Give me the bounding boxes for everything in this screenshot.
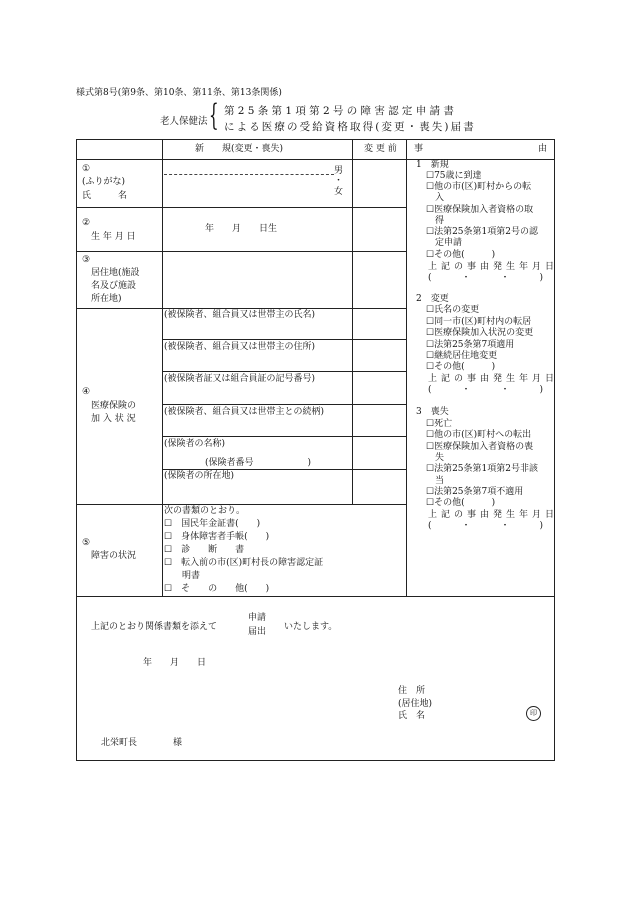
reason-date-label: 上記の事由発生年月日	[428, 374, 559, 384]
reason-item[interactable]: ☐他の市(区)町村からの転	[426, 182, 532, 192]
reason-item[interactable]: ☐法第25条第1項第2号の認	[426, 227, 538, 237]
ins-sub-1: (被保険者、組合員又は世帯主の氏名)	[164, 310, 316, 320]
birth-label: 生 年 月 日	[91, 232, 136, 242]
birth-value: 年 月 日生	[205, 224, 278, 234]
sex-male: 男	[334, 166, 344, 176]
furigana-label: (ふりがな)	[82, 177, 126, 187]
reason-date-label: 上記の事由発生年月日	[428, 262, 559, 272]
reason-date-value: ( ・ ・ )	[428, 385, 548, 395]
law-name: 老人保健法	[160, 116, 208, 127]
reason-section-new: 1 新規	[416, 160, 449, 170]
title-line-1: 第25条第1項第2号の障害認定申請書	[224, 105, 458, 117]
reason-item[interactable]: ☐医療保険加入者資格の喪	[426, 442, 534, 452]
ins-label-2: 加 入 状 況	[91, 414, 136, 424]
submit-date: 年 月 日	[143, 658, 207, 668]
form-frame	[76, 139, 559, 761]
reason-item[interactable]: ☐死亡	[426, 419, 453, 429]
dis-item[interactable]: ☐ 診 断 書	[164, 545, 245, 555]
reason-section-loss: 3 喪失	[416, 407, 449, 417]
addr-label-3: 所在地)	[91, 294, 122, 304]
ins-number: ④	[82, 387, 91, 397]
reason-date-value: ( ・ ・ )	[428, 273, 548, 283]
statement-post: いたします。	[284, 622, 338, 632]
reason-item: 失	[426, 453, 445, 463]
dis-item[interactable]: ☐ 国民年金証書( )	[164, 519, 261, 529]
recipient: 北栄町長 様	[101, 738, 183, 748]
dis-intro: 次の書類のとおり。	[164, 506, 246, 516]
sex-female: 女	[334, 187, 344, 197]
reason-item[interactable]: ☐その他( )	[426, 362, 496, 372]
reason-item[interactable]: ☐氏名の変更	[426, 305, 480, 315]
reason-item[interactable]: ☐継続居住地変更	[426, 351, 498, 361]
statement-apply[interactable]: 申請	[248, 613, 267, 623]
reason-item[interactable]: ☐他の市(区)町村への転出	[426, 430, 532, 440]
reason-item[interactable]: ☐同一市(区)町村内の転居	[426, 317, 532, 327]
header-before: 変 更 前	[364, 144, 397, 154]
addr-number: ③	[82, 255, 91, 265]
sex-dot: ・	[334, 176, 344, 186]
dis-item[interactable]: ☐ そ の 他( )	[164, 584, 270, 594]
form-number: 様式第8号(第9条、第10条、第11条、第13条関係)	[76, 88, 282, 98]
reason-date-label: 上記の事由発生年月日	[428, 510, 559, 520]
reason-item[interactable]: ☐医療保険加入者資格の取	[426, 205, 534, 215]
reason-item[interactable]: ☐75歳に到達	[426, 171, 482, 181]
applicant-address-label: 住 所	[398, 686, 426, 696]
reason-item[interactable]: ☐その他( )	[426, 250, 496, 260]
statement-pre: 上記のとおり関係書類を添えて	[91, 622, 218, 632]
statement-notify[interactable]: 届出	[248, 627, 267, 637]
reason-section-change: 2 変更	[416, 294, 449, 304]
applicant-name-label: 氏 名	[398, 711, 426, 721]
ins-label-1: 医療保険の	[91, 401, 137, 411]
name-label: 氏 名	[82, 191, 128, 201]
reason-item: 定申請	[426, 238, 463, 248]
seal-icon: 印	[526, 706, 541, 721]
reason-item: 当	[426, 476, 445, 486]
birth-number: ②	[82, 218, 91, 228]
name-number: ①	[82, 164, 91, 174]
applicant-residence-label: (居住地)	[398, 699, 433, 709]
addr-label-1: 居住地(施設	[91, 268, 140, 278]
dis-label: 障害の状況	[91, 551, 137, 561]
reason-item[interactable]: ☐医療保険加入状況の変更	[426, 328, 534, 338]
header-reason-right: 由	[538, 144, 548, 154]
ins-sub-6: (保険者の所在地)	[164, 471, 235, 481]
reason-item: 入	[426, 193, 445, 203]
title-line-2: による医療の受給資格取得(変更・喪失)届書	[224, 121, 476, 133]
ins-sub-5b: (保険者番号 )	[205, 458, 312, 468]
reason-item[interactable]: ☐法第25条第1項第2号非該	[426, 464, 538, 474]
reason-item[interactable]: ☐その他( )	[426, 498, 496, 508]
reason-item[interactable]: ☐法第25条第7項適用	[426, 340, 515, 350]
ins-sub-4: (被保険者、組合員又は世帯主との続柄)	[164, 407, 325, 417]
title-brace: {	[209, 98, 219, 133]
reason-date-value: ( ・ ・ )	[428, 521, 548, 531]
dis-number: ⑤	[82, 538, 91, 548]
ins-sub-3: (被保険者証又は組合員証の記号番号)	[164, 374, 316, 384]
header-reason-left: 事	[414, 144, 424, 154]
ins-sub-5: (保険者の名称)	[164, 439, 226, 449]
dis-item: 明書	[164, 571, 201, 581]
ins-sub-2: (被保険者、組合員又は世帯主の住所)	[164, 342, 316, 352]
header-new: 新 規(変更・喪失)	[195, 144, 284, 154]
addr-label-2: 名及び施設	[91, 281, 137, 291]
dis-item[interactable]: ☐ 転入前の市(区)町村長の障害認定証	[164, 558, 324, 568]
reason-item: 得	[426, 216, 445, 226]
reason-item[interactable]: ☐法第25条第7項不適用	[426, 487, 524, 497]
dis-item[interactable]: ☐ 身体障害者手帳( )	[164, 532, 270, 542]
